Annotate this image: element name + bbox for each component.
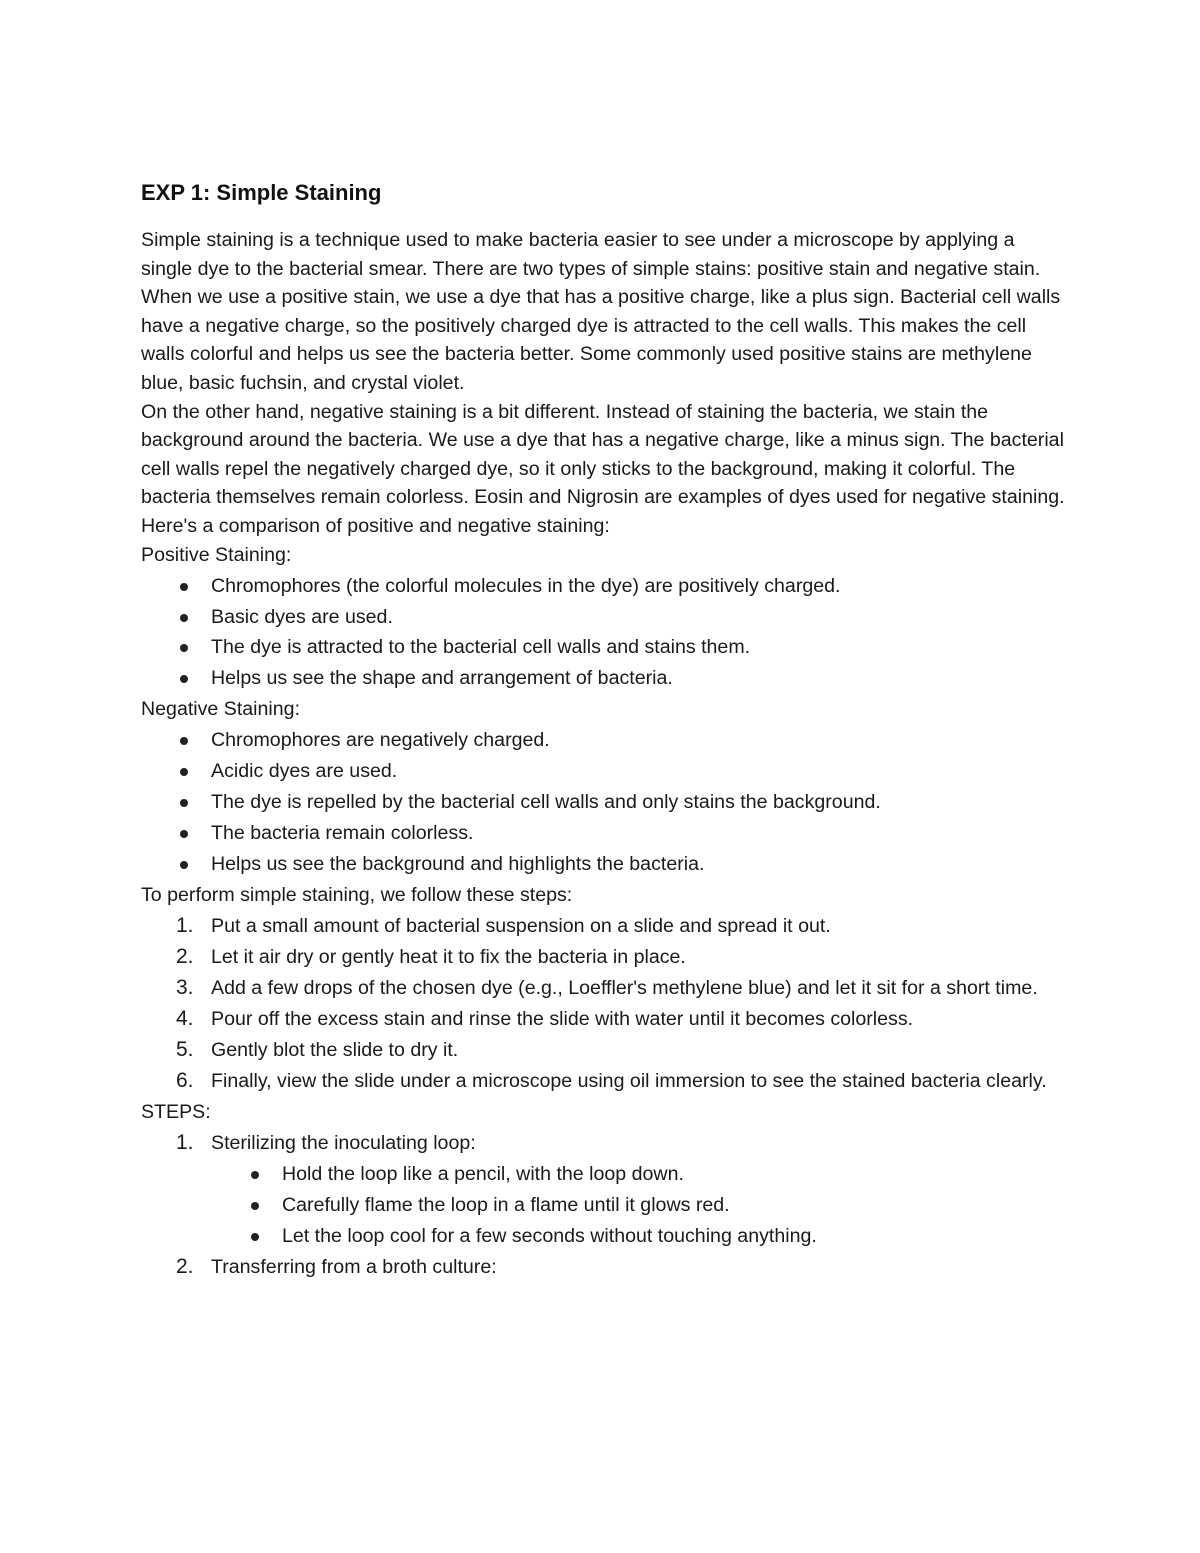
- step-number: 2.: [176, 1255, 194, 1279]
- list-item: [141, 1253, 1071, 1282]
- list-item: Acidic dyes are used.: [141, 757, 1071, 786]
- positive-staining-list: [141, 572, 1071, 694]
- steps-heading: STEPS:: [141, 1101, 211, 1124]
- list-item: The dye is attracted to the bacterial cell walls and stains them.: [141, 633, 1071, 662]
- list-item: Carefully flame the loop in a flame until it glows red.: [141, 1191, 1071, 1220]
- sterilizing-substeps-list: [141, 1160, 1071, 1251]
- list-item: [141, 1129, 1071, 1158]
- negative-stain-paragraph: On the other hand, negative staining is a bit different. Instead of staining the bacteria, we stain the background around the bacteria. We use a dye that has a negative charge, like a minus sign. The bacterial cell walls repel the negatively charged dye, so it only sticks to the background, making it colorful. The bacteria themselves remain colorless. Eosin and Nigrosin are examples of dyes used for negative staining.: [141, 400, 1065, 509]
- negative-staining-heading: Negative Staining:: [141, 698, 301, 721]
- step-text: Add a few drops of the chosen dye (e.g., Loeffler's methylene blue) and let it sit for a short time.: [211, 977, 1038, 1000]
- step-number: 1.: [176, 914, 194, 938]
- step-text: Let it air dry or gently heat it to fix the bacteria in place.: [211, 946, 686, 969]
- list-item: [141, 912, 1071, 941]
- intro-paragraph: Simple staining is a technique used to make bacteria easier to see under a microscope by applying a single dye to the bacterial smear. There are two types of simple stains: positive stain and negative stain.: [141, 229, 1041, 280]
- positive-staining-heading: Positive Staining:: [141, 543, 292, 566]
- list-item: Basic dyes are used.: [141, 603, 1071, 632]
- document-page: [141, 178, 1071, 1284]
- list-item: Helps us see the shape and arrangement of bacteria.: [141, 664, 1071, 693]
- step-number: 4.: [176, 1007, 194, 1031]
- document-title: EXP 1: Simple Staining: [141, 180, 382, 205]
- list-item: [141, 1036, 1071, 1065]
- list-item: Hold the loop like a pencil, with the loop down.: [141, 1160, 1071, 1189]
- list-item: [141, 1067, 1071, 1096]
- step-text: Sterilizing the inoculating loop:: [211, 1132, 476, 1155]
- list-item: [141, 943, 1071, 972]
- list-item: Chromophores are negatively charged.: [141, 726, 1071, 755]
- step-text: Finally, view the slide under a microscope using oil immersion to see the stained bacteria clearly.: [211, 1070, 1047, 1093]
- positive-stain-paragraph: When we use a positive stain, we use a dye that has a positive charge, like a plus sign. Bacterial cell walls have a negative charge, so the positively charged dye is attracted to the cell walls. This makes the cell walls colorful and helps us see the bacteria better. Some commonly used positive stains are methylene blue, basic fuchsin, and crystal violet.: [141, 286, 1061, 394]
- step-text: Put a small amount of bacterial suspension on a slide and spread it out.: [211, 915, 831, 938]
- list-item: The bacteria remain colorless.: [141, 819, 1071, 848]
- list-item: [141, 974, 1071, 1003]
- step-number: 2.: [176, 945, 194, 969]
- steps-list: [141, 1129, 1071, 1158]
- step-text: Gently blot the slide to dry it.: [211, 1039, 459, 1062]
- comparison-intro: Here's a comparison of positive and negative staining:: [141, 514, 610, 537]
- step-number: 5.: [176, 1038, 194, 1062]
- list-item: Helps us see the background and highlights the bacteria.: [141, 850, 1071, 879]
- list-item: Let the loop cool for a few seconds without touching anything.: [141, 1222, 1071, 1251]
- step-number: 1.: [176, 1131, 194, 1155]
- negative-staining-list: [141, 726, 1071, 879]
- list-item: Chromophores (the colorful molecules in the dye) are positively charged.: [141, 572, 1071, 601]
- list-item: [141, 1005, 1071, 1034]
- procedure-intro: To perform simple staining, we follow these steps:: [141, 884, 573, 907]
- steps-list-continued: [141, 1253, 1071, 1282]
- step-number: 3.: [176, 976, 194, 1000]
- step-number: 6.: [176, 1069, 194, 1093]
- step-text: Pour off the excess stain and rinse the slide with water until it becomes colorless.: [211, 1008, 914, 1031]
- list-item: The dye is repelled by the bacterial cell walls and only stains the background.: [141, 788, 1071, 817]
- step-text: Transferring from a broth culture:: [211, 1256, 497, 1279]
- procedure-steps-list: [141, 912, 1071, 1096]
